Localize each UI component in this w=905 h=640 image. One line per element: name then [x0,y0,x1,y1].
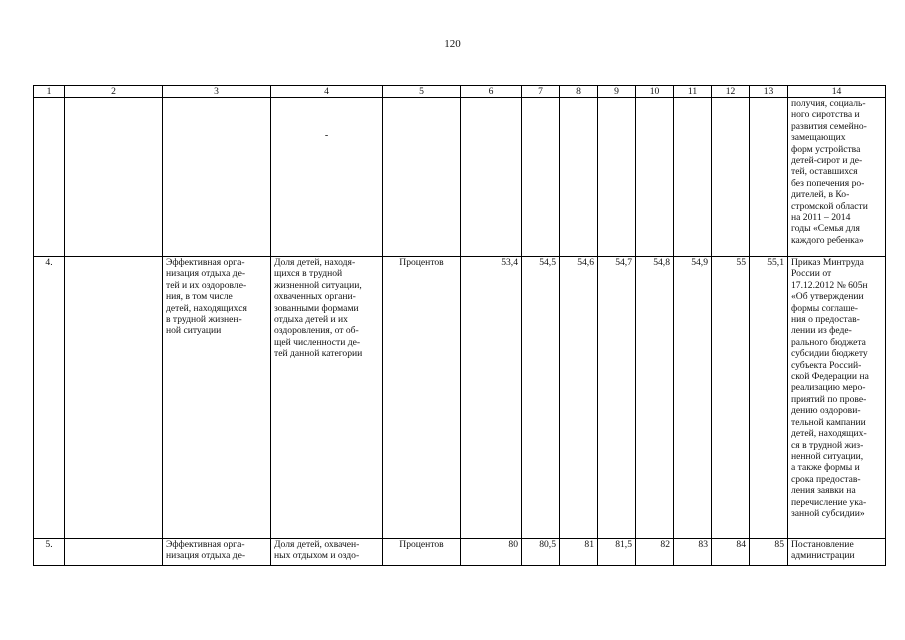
legal-basis-cell [788,257,886,539]
text-line: без попечения ро- [791,177,865,189]
text-line: дению оздорови- [791,405,861,417]
text-line: детей, находящихся [166,302,247,314]
header-cell: 2 [65,86,163,98]
row-number-cell: 5. [34,539,65,566]
text-line: жизненной ситуации, [274,279,362,291]
page-number: 120 [444,38,461,50]
text-line: субсидии бюджету [791,348,868,360]
text-line: 17.12.2012 № 605н [791,279,868,291]
text-line: тей и их оздоровле- [166,279,247,291]
value-cell: 81 [560,539,598,566]
header-cell: 12 [712,86,750,98]
text-line: а также формы и [791,462,860,474]
text-line: отдыха детей и их [274,314,348,326]
value-cell: 55,1 [750,257,788,539]
table-cell [163,98,271,257]
text-line: ных отдыхом и оздо- [274,550,360,562]
header-cell: 9 [598,86,636,98]
text-line: администрации [791,550,855,562]
table-cell [636,98,674,257]
text-line: «Об утверждении [791,291,864,303]
value-cell: 54,7 [598,257,636,539]
table-cell [461,98,522,257]
table-cell [383,98,461,257]
text-line: ния о предостав- [791,314,860,326]
table-cell [712,98,750,257]
text-line: ской Федерации на [791,371,869,383]
text-line: развития семейно- [791,120,867,132]
text-line: рального бюджета [791,336,866,348]
text-line: зованными формами [274,302,359,314]
text-line: на 2011 – 2014 [791,212,851,224]
text-line: тей, оставшихся [791,166,858,178]
text-line: ненной ситуации, [791,450,864,462]
value-cell: 83 [674,539,712,566]
row-number-cell [34,98,65,257]
value-cell: 55 [712,257,750,539]
value-cell: 54,9 [674,257,712,539]
value-cell: 54,5 [522,257,560,539]
indicators-table [33,85,886,566]
legal-basis-cell [788,98,886,257]
text-line: реализацию меро- [791,382,866,394]
text-line: ления заявки на [791,485,856,497]
text-line: низация отдыха де- [166,550,246,562]
indicator-description-cell [271,257,383,539]
text-line: срока предостав- [791,473,861,485]
table-cell [271,98,383,257]
unit-cell: Процентов [383,257,461,539]
header-cell: 5 [383,86,461,98]
text-line: низация отдыха де- [166,268,246,280]
header-cell: 6 [461,86,522,98]
table-cell [674,98,712,257]
text-line: щихся в трудной [274,268,343,280]
value-cell: 85 [750,539,788,566]
header-cell: 10 [636,86,674,98]
text-line: Эффективная орга- [166,257,245,268]
legal-basis-cell [788,539,886,566]
text-line: перечисление ука- [791,496,867,508]
table-cell [522,98,560,257]
dash-mark: - [324,130,329,141]
text-line: в трудной жизнен- [166,314,242,326]
header-row [34,86,886,98]
text-line: ной ситуации [166,325,222,337]
text-line: ния, в том числе [166,291,233,303]
table-cell [560,98,598,257]
value-cell: 81,5 [598,539,636,566]
text-line: Доля детей, охвачен- [274,539,360,550]
header-cell: 13 [750,86,788,98]
text-line: тей данной категории [274,348,363,360]
table-cell [65,98,163,257]
text-line: получия, социаль- [791,98,866,109]
text-line: оздоровления, от об- [274,325,359,337]
table-row [34,539,886,566]
text-line: детей-сирот и де- [791,155,863,167]
text-line: дителей, в Ко- [791,189,850,201]
header-cell: 3 [163,86,271,98]
text-line: форм устройства [791,143,861,155]
text-line: замещающих [791,132,846,144]
text-line: ного сиротства и [791,109,860,121]
text-line: Постановление [791,539,854,550]
text-line: России от [791,268,832,280]
table-cell [598,98,636,257]
table-cell [65,539,163,566]
table-row [34,98,886,257]
text-line: тельной кампании [791,416,866,428]
text-line: субъекта Россий- [791,359,862,371]
table-row [34,257,886,539]
table-cell [750,98,788,257]
text-line: детей, находящих- [791,428,867,440]
text-line: занной субсидии» [791,507,865,519]
value-cell: 53,4 [461,257,522,539]
text-line: Эффективная орга- [166,539,245,550]
indicator-name-cell [163,257,271,539]
header-cell: 1 [34,86,65,98]
value-cell: 54,6 [560,257,598,539]
indicator-name-cell [163,539,271,566]
unit-cell: Процентов [383,539,461,566]
value-cell: 80 [461,539,522,566]
header-cell: 11 [674,86,712,98]
text-line: щей численности де- [274,336,361,348]
header-cell: 4 [271,86,383,98]
header-cell: 7 [522,86,560,98]
text-line: годы «Семья для [791,223,860,235]
value-cell: 82 [636,539,674,566]
value-cell: 84 [712,539,750,566]
text-line: стромской области [791,200,868,212]
text-line: Приказ Минтруда [791,257,864,268]
header-cell: 14 [788,86,886,98]
text-line: ся в трудной жиз- [791,439,864,451]
table-cell [65,257,163,539]
header-cell: 8 [560,86,598,98]
text-line: охваченных органи- [274,291,356,303]
value-cell: 54,8 [636,257,674,539]
text-line: лении из феде- [791,325,852,337]
indicator-description-cell [271,539,383,566]
text-line: приятий по прове- [791,393,867,405]
row-number-cell: 4. [34,257,65,539]
text-line: формы соглаше- [791,302,858,314]
value-cell: 80,5 [522,539,560,566]
text-line: каждого ребенка» [791,234,864,246]
text-line: Доля детей, находя- [274,257,356,268]
